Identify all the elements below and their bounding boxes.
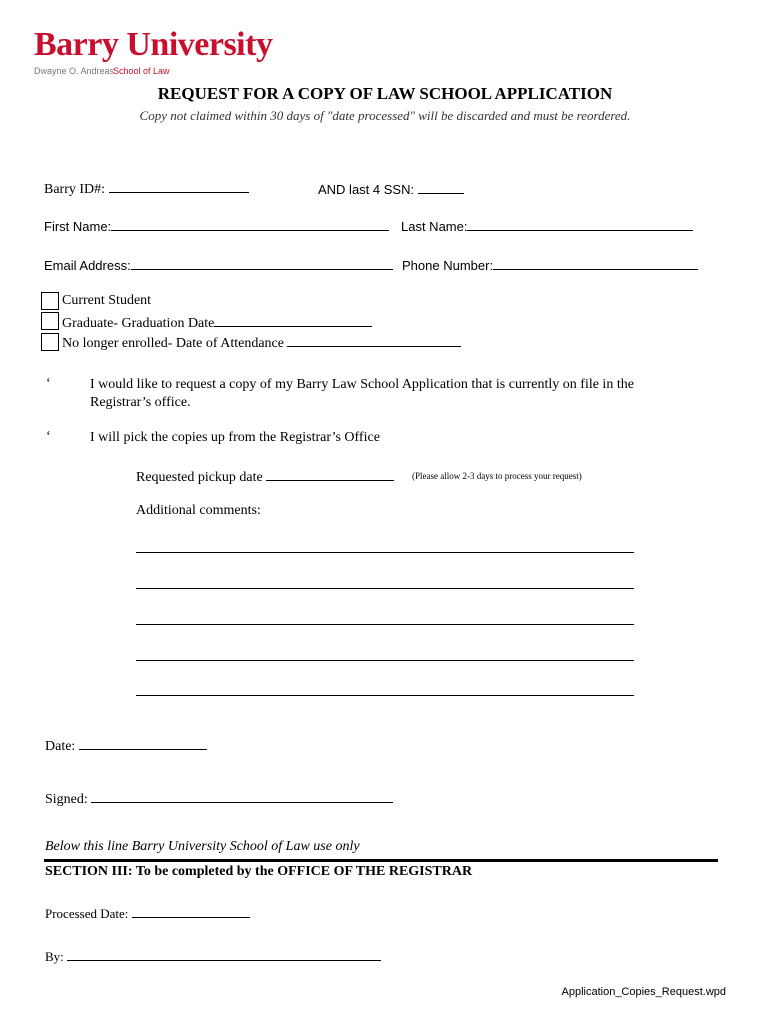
signed-label: Signed: <box>45 792 88 807</box>
request-bullet-1: ‘ <box>46 376 51 391</box>
ssn-line[interactable] <box>418 179 464 194</box>
processed-date-label: Processed Date: <box>45 906 129 921</box>
ssn-field[interactable] <box>318 179 464 197</box>
office-use-note: Below this line Barry University School of Law use only <box>45 839 360 854</box>
barry-university-logo: Barry University <box>34 26 273 63</box>
request-copy-line1: I would like to request a copy of my Barry Law School Application that is currently on file in the <box>90 377 634 392</box>
last-name-field[interactable] <box>401 216 693 234</box>
signed-field[interactable] <box>45 788 393 808</box>
first-name-field[interactable] <box>44 216 389 234</box>
barry-id-field[interactable] <box>44 178 249 198</box>
graduate-label: Graduate- Graduation Date <box>62 316 215 331</box>
pickup-text: I will pick the copies up from the Registrar’s Office <box>90 430 380 445</box>
by-label: By: <box>45 949 64 964</box>
graduate-checkbox[interactable] <box>41 312 59 330</box>
processed-date-line[interactable] <box>132 903 250 918</box>
footer-filename: Application_Copies_Request.wpd <box>561 986 726 998</box>
comments-label: Additional comments: <box>136 503 261 518</box>
date-line[interactable] <box>79 735 207 750</box>
barry-id-label: Barry ID#: <box>44 182 106 197</box>
comment-line[interactable] <box>136 588 634 589</box>
date-field[interactable] <box>45 735 207 755</box>
section-divider <box>44 859 718 862</box>
pickup-date-field[interactable] <box>136 466 394 486</box>
form-title: REQUEST FOR A COPY OF LAW SCHOOL APPLICATION <box>157 84 613 103</box>
first-name-line[interactable] <box>111 216 389 231</box>
email-label: Email Address: <box>44 258 131 273</box>
by-line[interactable] <box>67 946 381 961</box>
phone-label: Phone Number: <box>402 258 494 273</box>
phone-field[interactable] <box>402 255 698 273</box>
pickup-date-line[interactable] <box>266 466 394 481</box>
processed-date-field[interactable] <box>45 903 250 922</box>
comment-line[interactable] <box>136 695 634 696</box>
date-label: Date: <box>45 739 76 754</box>
phone-line[interactable] <box>493 255 698 270</box>
current-student-label: Current Student <box>62 293 152 308</box>
last-name-line[interactable] <box>467 216 693 231</box>
logo-subtitle-name: Dwayne O. Andreas <box>34 66 115 76</box>
pickup-date-label: Requested pickup date <box>136 470 263 485</box>
graduation-date-line[interactable] <box>214 312 372 327</box>
email-line[interactable] <box>131 255 393 270</box>
comment-line[interactable] <box>136 624 634 625</box>
current-student-checkbox[interactable] <box>41 292 59 310</box>
ssn-label: AND last 4 SSN: <box>318 182 415 197</box>
logo-subtitle-school: School of Law <box>113 66 170 76</box>
no-longer-enrolled-checkbox[interactable] <box>41 333 59 351</box>
last-name-label: Last Name: <box>401 219 468 234</box>
graduate-option <box>62 312 372 332</box>
section-title: SECTION III: To be completed by the OFFICE OF THE REGISTRAR <box>45 864 473 879</box>
barry-id-line[interactable] <box>109 178 249 193</box>
first-name-label: First Name: <box>44 219 112 234</box>
comment-line[interactable] <box>136 552 634 553</box>
comment-line[interactable] <box>136 660 634 661</box>
no-longer-enrolled-label: No longer enrolled- Date of Attendance <box>62 336 284 351</box>
no-longer-enrolled-option <box>62 332 461 352</box>
email-field[interactable] <box>44 255 393 273</box>
by-field[interactable] <box>45 946 381 965</box>
attendance-date-line[interactable] <box>287 332 461 347</box>
request-copy-line2: Registrar’s office. <box>90 395 191 410</box>
pickup-note: (Please allow 2-3 days to process your request) <box>412 471 582 481</box>
signature-line[interactable] <box>91 788 393 803</box>
form-subtitle: Copy not claimed within 30 days of "date processed" will be discarded and must be reordered. <box>139 108 631 123</box>
request-bullet-2: ‘ <box>46 429 51 444</box>
